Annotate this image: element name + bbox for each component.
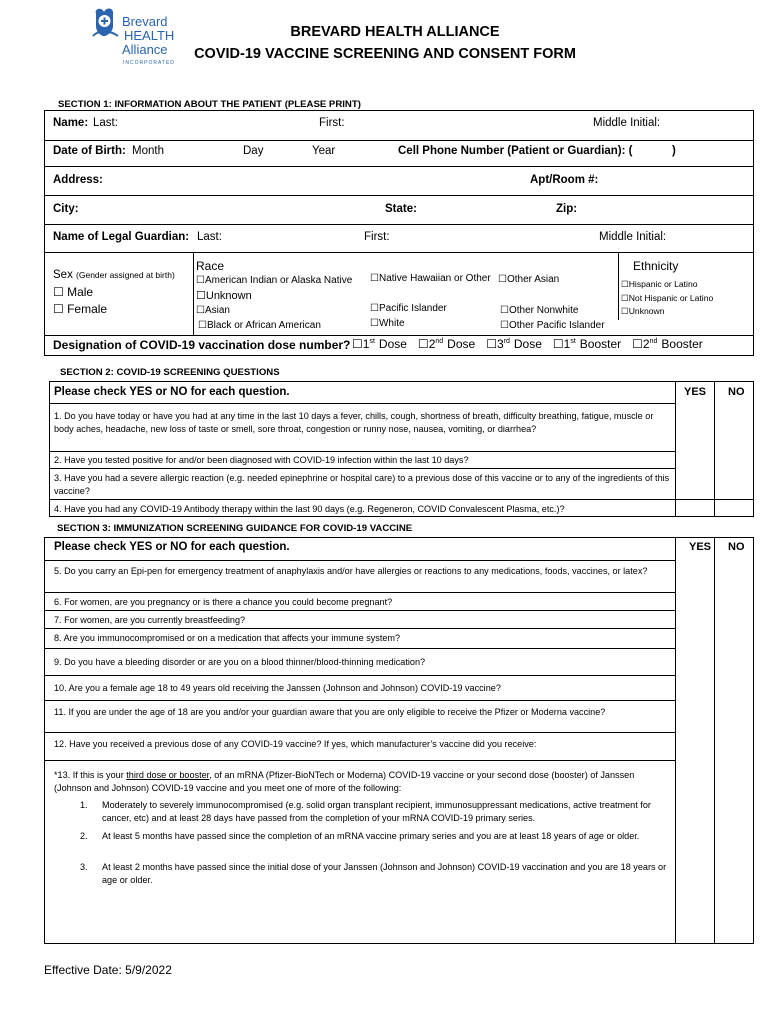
dose-word: Dose	[378, 337, 407, 351]
cell-phone-field[interactable]: Cell Phone Number (Patient or Guardian): (	[398, 145, 633, 157]
race-option-label: Black or African American	[206, 320, 321, 331]
dob-label: Date of Birth:	[53, 145, 126, 157]
section2-title: SECTION 2: COVID-19 SCREENING QUESTIONS	[60, 367, 280, 378]
divider	[44, 675, 675, 676]
form-title: COVID-19 VACCINE SCREENING AND CONSENT FORM	[194, 46, 576, 62]
divider	[714, 381, 715, 517]
ethnicity-unknown-checkbox[interactable]: ☐Unknown	[621, 306, 665, 316]
dose-number: 1	[362, 337, 370, 351]
dose-option-checkbox[interactable]: ☐1st Dose	[352, 337, 407, 351]
divider	[618, 252, 619, 320]
name-last-field[interactable]: Last:	[93, 117, 118, 129]
sex-note: (Gender assigned at birth)	[76, 270, 175, 280]
city-field[interactable]: City:	[53, 203, 79, 215]
section2-header: Please check YES or NO for each question.	[54, 386, 290, 398]
section2-no-header: NO	[728, 386, 745, 398]
dob-day-field[interactable]: Day	[243, 145, 264, 157]
guardian-label: Name of Legal Guardian:	[53, 231, 190, 243]
dose-option-checkbox[interactable]: ☐2nd Booster	[632, 337, 703, 351]
question-8: 8. Are you immunocompromised or on a medication that affects your immune system?	[54, 633, 401, 643]
dose-number: 2	[642, 337, 650, 351]
q13-item-number: 2.	[80, 831, 88, 841]
sex-label	[53, 269, 175, 281]
q13-item-text: At least 2 months have passed since the initial dose of your Janssen (Johnson and Johnson) COVID-19 vaccination and you are 18 years or age or older.	[102, 862, 667, 885]
q1-yes-checkbox[interactable]	[677, 405, 713, 449]
race-option-label: Other Asian	[506, 274, 560, 285]
divider	[44, 195, 754, 196]
section3-header: Please check YES or NO for each question.	[54, 541, 290, 553]
guardian-first-field[interactable]: First:	[364, 231, 390, 243]
divider	[44, 610, 675, 611]
dose-suffix: st	[570, 338, 576, 345]
divider	[49, 499, 754, 500]
divider	[44, 592, 675, 593]
q13-item-number: 1.	[80, 800, 88, 810]
female-label: Female	[67, 302, 108, 316]
q13-item-1	[80, 799, 674, 825]
dose-suffix: st	[369, 338, 375, 345]
question-11: 11. If you are under the age of 18 are you and/or your guardian aware that you are only eligible to receive the Pfizer or Moderna vaccine?	[54, 707, 606, 717]
q13-item-2	[80, 830, 674, 843]
q13-prefix: *13. If this is your	[54, 770, 127, 780]
section3-yes-header: YES	[689, 541, 712, 553]
q13-item-text: At least 5 months have passed since the completion of an mRNA vaccine primary series and you are at least 18 years of age or older.	[102, 831, 640, 841]
divider	[44, 560, 675, 561]
dose-label: Designation of COVID-19 vaccination dose number?	[53, 338, 351, 352]
dob-year-field[interactable]: Year	[312, 145, 336, 157]
question-7: 7. For women, are you currently breastfeeding?	[54, 615, 246, 625]
divider	[675, 381, 676, 517]
question-6: 6. For women, are you pregnancy or is there a chance you could become pregnant?	[54, 597, 393, 607]
race-option-label: American Indian or Alaska Native	[204, 275, 353, 286]
sex-female-checkbox[interactable]: ☐ Female	[53, 302, 108, 316]
logo-text-alliance: Alliance	[122, 42, 168, 57]
race-option-label: Pacific Islander	[378, 303, 447, 314]
guardian-middle-field[interactable]: Middle Initial:	[599, 231, 667, 243]
divider	[44, 648, 675, 649]
ethnicity-hispanic-checkbox[interactable]: ☐Hispanic or Latino	[621, 279, 698, 289]
address-field[interactable]: Address:	[53, 174, 103, 186]
divider	[44, 335, 754, 336]
divider	[49, 403, 675, 404]
race-label: Race	[196, 259, 225, 273]
q13-underlined: third dose or booster	[126, 770, 210, 780]
divider	[675, 537, 676, 944]
race-american-indian-checkbox[interactable]: ☐American Indian or Alaska Native	[196, 275, 353, 286]
name-first-field[interactable]: First:	[319, 117, 345, 129]
race-option-label: Unknown	[205, 290, 252, 302]
ethnicity-option-label: Hispanic or Latino	[628, 279, 698, 289]
logo-text-brevard: Brevard	[122, 14, 168, 29]
name-middle-field[interactable]: Middle Initial:	[593, 117, 661, 129]
race-option-label: Native Hawaiian or Other	[378, 273, 491, 284]
dose-options	[352, 337, 714, 351]
race-unknown-checkbox[interactable]: ☐Unknown	[196, 290, 252, 302]
state-field[interactable]: State:	[385, 203, 417, 215]
cell-phone-close: )	[672, 145, 676, 157]
dose-number: 1	[563, 337, 571, 351]
dose-number: 2	[428, 337, 436, 351]
divider	[44, 732, 675, 733]
question-3: 3. Have you had a severe allergic reaction (e.g. needed epinephrine or hospital care) to a previous dose of this vaccine or to any of the ingredients of this vaccine?	[54, 473, 670, 496]
question-10: 10. Are you a female age 18 to 49 years old receiving the Janssen (Johnson and Johnson) COVID-19 vaccine?	[54, 683, 501, 693]
divider	[49, 451, 675, 452]
dose-option-checkbox[interactable]: ☐3rd Dose	[486, 337, 542, 351]
q13-item-text: Moderately to severely immunocompromised (e.g. solid organ transplant recipient, immunosuppressant medications, active treatment for cancer, etc) and at least 28 days have passed from the completion of your mRNA COVID-19 primary series.	[102, 800, 651, 823]
section3-no-header: NO	[728, 541, 745, 553]
race-option-label: Other Pacific Islander	[508, 320, 605, 331]
divider	[44, 760, 675, 761]
dose-word: Dose	[513, 337, 542, 351]
sex-label-text: Sex	[53, 269, 73, 281]
question-13	[54, 769, 674, 795]
divider	[44, 628, 675, 629]
guardian-last-field[interactable]: Last:	[197, 231, 222, 243]
divider	[44, 140, 754, 141]
logo-text-health: HEALTH	[124, 28, 175, 43]
divider	[44, 224, 754, 225]
race-native-hawaiian-checkbox[interactable]: ☐Native Hawaiian or Other	[370, 273, 491, 284]
race-other-nonwhite-checkbox[interactable]: ☐Other Nonwhite	[500, 305, 579, 316]
question-2: 2. Have you tested positive for and/or been diagnosed with COVID-19 infection within the last 10 days?	[54, 455, 469, 465]
q13-item-number: 3.	[80, 862, 88, 872]
dose-option-checkbox[interactable]: ☐1st Booster	[552, 337, 622, 351]
divider	[714, 537, 715, 944]
ethnicity-option-label: Not Hispanic or Latino	[628, 293, 714, 303]
ethnicity-not-hispanic-checkbox[interactable]: ☐Not Hispanic or Latino	[621, 293, 714, 303]
org-title: BREVARD HEALTH ALLIANCE	[290, 24, 500, 40]
dose-word: Dose	[447, 337, 476, 351]
dose-number: 3	[496, 337, 504, 351]
apt-room-field[interactable]: Apt/Room #:	[530, 174, 599, 186]
question-12: 12. Have you received a previous dose of any COVID-19 vaccine? If yes, which manufacturer’s vaccine did you receive:	[54, 739, 537, 749]
divider	[44, 252, 754, 253]
section2-yes-header: YES	[684, 386, 707, 398]
race-pacific-islander-checkbox[interactable]: ☐Pacific Islander	[370, 303, 447, 314]
race-other-asian-checkbox[interactable]: ☐Other Asian	[498, 274, 560, 285]
race-other-pacific-checkbox[interactable]: ☐Other Pacific Islander	[500, 320, 605, 331]
q1-no-checkbox[interactable]	[716, 405, 752, 449]
race-black-checkbox[interactable]: ☐Black or African American	[198, 320, 321, 331]
dose-word: Booster	[579, 337, 622, 351]
dose-word: Booster	[661, 337, 703, 351]
question-4: 4. Have you had any COVID-19 Antibody therapy within the last 90 days (e.g. Regeneron, COVID Convalescent Plasma, etc.)?	[54, 504, 565, 514]
section1-title: SECTION 1: INFORMATION ABOUT THE PATIENT (PLEASE PRINT)	[58, 99, 361, 110]
section3-title: SECTION 3: IMMUNIZATION SCREENING GUIDANCE FOR COVID-19 VACCINE	[57, 523, 413, 534]
ethnicity-option-label: Unknown	[628, 306, 665, 316]
male-label: Male	[67, 285, 94, 299]
question-5: 5. Do you carry an Epi-pen for emergency treatment of anaphylaxis and/or have allergies or reactions to any medications, foods, vaccines, or latex?	[54, 566, 648, 576]
name-label: Name:	[53, 117, 89, 129]
q13-suffix: , of an mRNA (Pfizer-BioNTech or Moderna) COVID-19 vaccine or your second dose (booster) of Janssen (Johnson and Johnson) COVID-19 vaccine and you meet one of more of the following:	[54, 770, 635, 793]
race-asian-checkbox[interactable]: ☐Asian	[196, 305, 230, 316]
question-1: 1. Do you have today or have you had at any time in the last 10 days a fever, chills, cough, shortness of breath, difficulty breathing, fatigue, muscle or body aches, headache, new loss of taste or smell, sore throat, congestion or runny nose, nausea, vomiting, or diarrhea?	[54, 411, 654, 434]
race-option-label: Asian	[204, 305, 230, 316]
dose-suffix: nd	[435, 338, 444, 345]
ethnicity-label: Ethnicity	[633, 259, 679, 273]
divider	[49, 468, 675, 469]
zip-field[interactable]: Zip:	[556, 203, 578, 215]
divider	[193, 252, 194, 335]
q13-item-3	[80, 861, 674, 887]
divider	[44, 166, 754, 167]
dose-suffix: nd	[649, 338, 658, 345]
logo-text-incorporated: INCORPORATED	[123, 60, 175, 66]
sex-male-checkbox[interactable]: ☐ Male	[53, 285, 94, 299]
race-option-label: Other Nonwhite	[508, 305, 579, 316]
dose-option-checkbox[interactable]: ☐2nd Dose	[417, 337, 476, 351]
race-option-label: White	[378, 318, 405, 329]
question-9: 9. Do you have a bleeding disorder or are you on a blood thinner/blood-thinning medication?	[54, 657, 426, 667]
race-white-checkbox[interactable]: ☐White	[370, 318, 405, 329]
effective-date: Effective Date: 5/9/2022	[44, 963, 172, 977]
dob-month-field[interactable]: Month	[132, 145, 164, 157]
divider	[44, 700, 675, 701]
dose-suffix: rd	[503, 338, 510, 345]
